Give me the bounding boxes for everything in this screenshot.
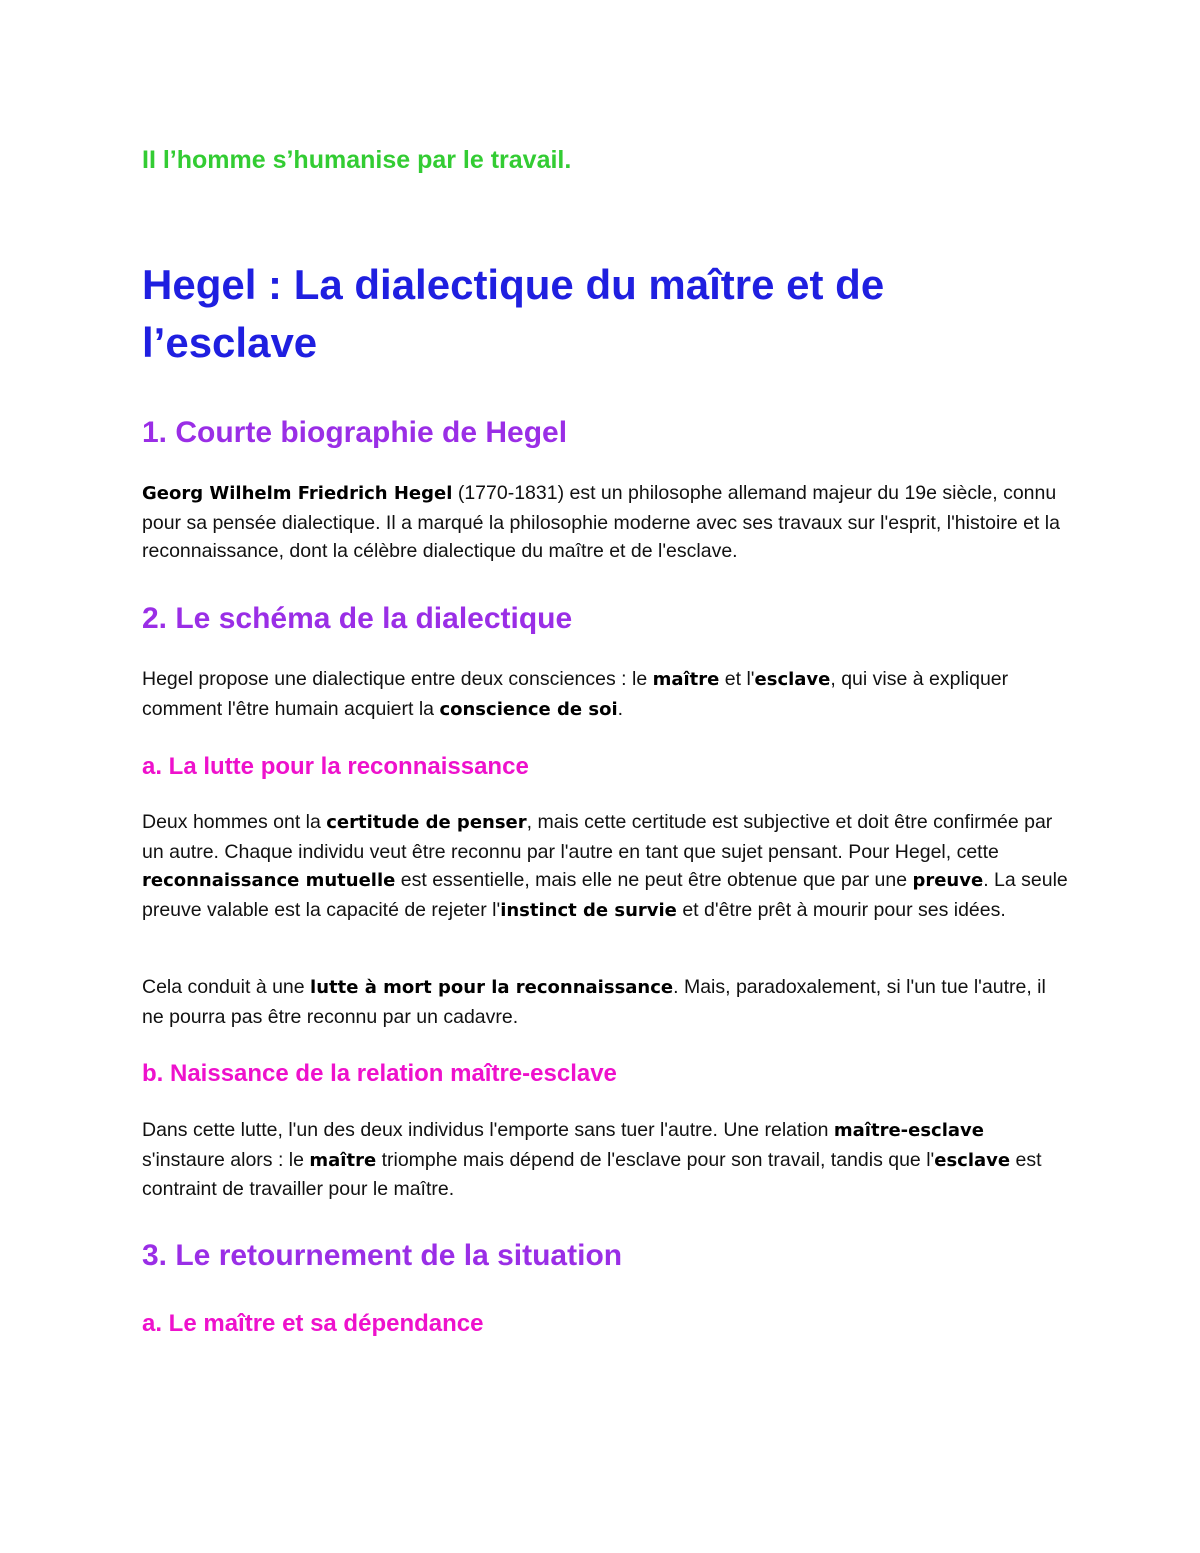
- subheading-master-dependence: a. Le maître et sa dépendance: [142, 1310, 484, 1337]
- paragraph-text: s'instaure alors : le: [142, 1148, 310, 1171]
- paragraph-text: .: [617, 697, 624, 720]
- bold-term: maître: [309, 1149, 377, 1171]
- paragraph-struggle: [142, 808, 1072, 925]
- paragraph-master-slave: [142, 1116, 1072, 1204]
- bold-term: reconnaissance mutuelle: [142, 870, 396, 891]
- page-title: Hegel : La dialectique du maître et de l’esclave: [142, 261, 885, 366]
- paragraph-text: Deux hommes ont la: [142, 811, 327, 833]
- paragraph-biography: [142, 479, 1072, 566]
- paragraph-text: Dans cette lutte, l'un des deux individus l'emporte sans tuer l'autre. Une relation: [142, 1119, 834, 1141]
- section-title: II l’homme s’humanise par le travail.: [142, 146, 572, 174]
- paragraph-text: , qui vise à expliquer comment l'être humain acquiert la: [142, 668, 1009, 720]
- bold-term: esclave: [754, 669, 831, 690]
- subheading-master-slave-birth: b. Naissance de la relation maître-esclave: [142, 1060, 617, 1087]
- paragraph-text: . Mais, paradoxalement, si l'un tue l'autre, il ne pourra pas être reconnu par un cadavre.: [142, 976, 1046, 1028]
- paragraph-text: (1770-1831) est un philosophe allemand majeur du 19e siècle, connu pour sa pensée dialectique. Il a marqué la philosophie moderne avec ses travaux sur l'esprit, l'histoire et la reconnaissance, dont la célèbre dialectique du maître et de l'esclave.: [142, 482, 1060, 562]
- paragraph-text: est essentielle, mais elle ne peut être obtenue que par une: [395, 869, 913, 891]
- subheading-struggle-recognition: a. La lutte pour la reconnaissance: [142, 753, 529, 780]
- heading-reversal: 3. Le retournement de la situation: [142, 1239, 623, 1272]
- bold-term: maître: [652, 669, 720, 690]
- bold-term: instinct de survie: [500, 899, 677, 921]
- paragraph-fight-to-death: [142, 973, 1072, 1031]
- paragraph-dialectic-intro: [142, 665, 1072, 724]
- heading-dialectic-scheme: 2. Le schéma de la dialectique: [142, 602, 573, 635]
- paragraph-text: est contraint de travailler pour le maître.: [142, 1148, 1042, 1200]
- bold-term: maître-esclave: [833, 1120, 984, 1141]
- bold-term: Georg Wilhelm Friedrich Hegel: [142, 483, 453, 504]
- paragraph-text: , mais cette certitude est subjective et doit être confirmée par un autre. Chaque individu veut être reconnu par l'autre en tant que sujet pensant. Pour Hegel, cette: [142, 811, 1053, 863]
- paragraph-text: et d'être prêt à mourir pour ses idées.: [676, 898, 1006, 921]
- bold-term: conscience de soi: [439, 698, 618, 720]
- bold-term: lutte à mort pour la reconnaissance: [310, 977, 674, 998]
- paragraph-text: et l': [719, 668, 755, 690]
- paragraph-text: . La seule preuve valable est la capacité de rejeter l': [142, 869, 1068, 921]
- bold-term: esclave: [934, 1149, 1011, 1171]
- heading-biography: 1. Courte biographie de Hegel: [142, 416, 568, 449]
- paragraph-text: Cela conduit à une: [142, 976, 311, 998]
- paragraph-text: triomphe mais dépend de l'esclave pour son travail, tandis que l': [376, 1148, 935, 1171]
- paragraph-text: Hegel propose une dialectique entre deux consciences : le: [142, 668, 653, 690]
- bold-term: certitude de penser: [326, 812, 527, 833]
- bold-term: preuve: [912, 870, 984, 891]
